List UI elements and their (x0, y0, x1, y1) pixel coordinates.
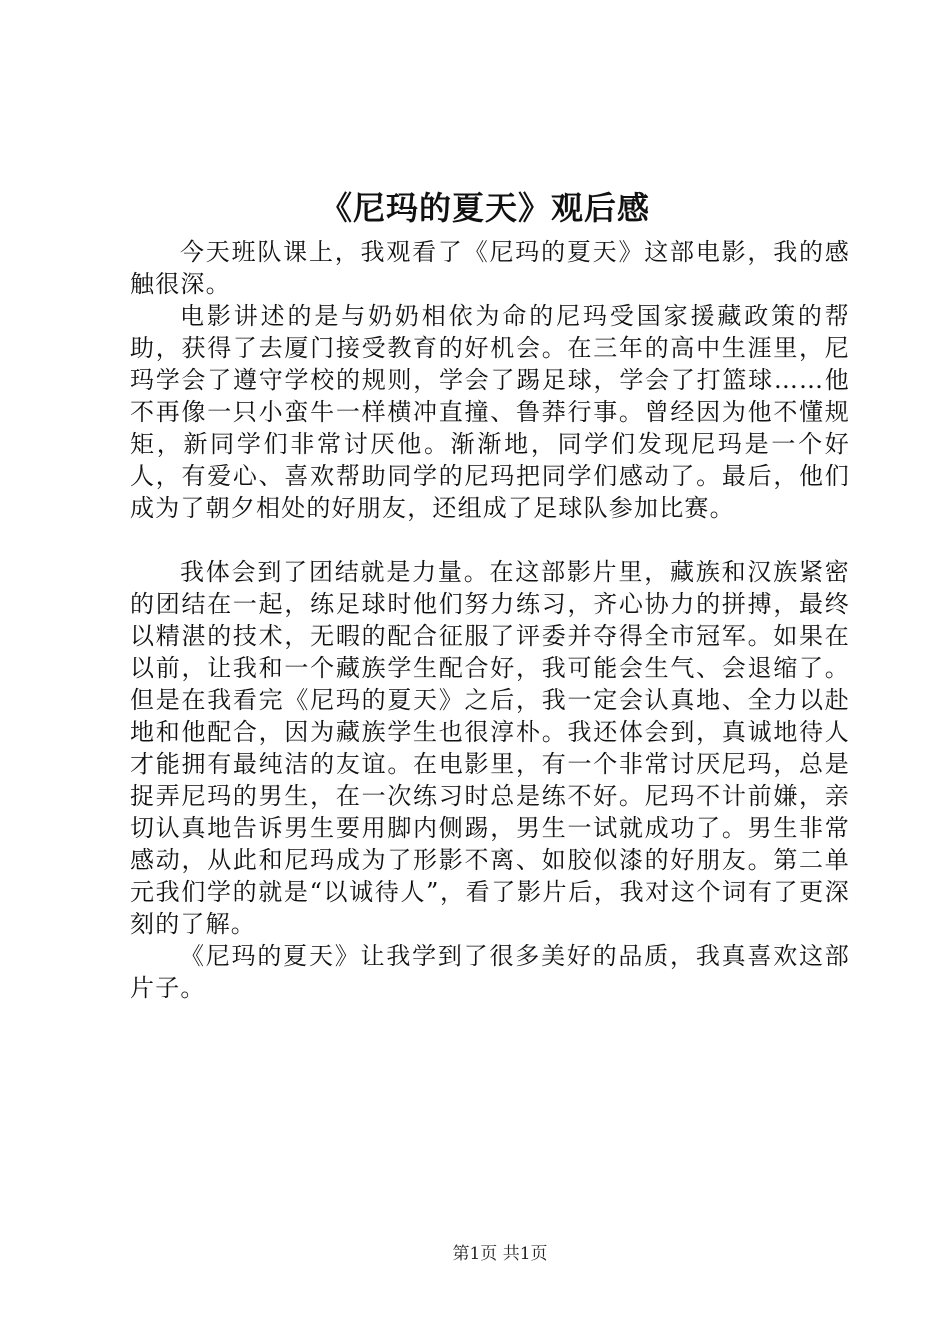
page-footer: 第1页 共1页 (452, 1244, 548, 1264)
paragraph-intro: 今天班队课上，我观看了《尼玛的夏天》这部电影，我的感触很深。 (130, 238, 850, 298)
document-body (130, 236, 850, 1004)
document-title: 《尼玛的夏天》观后感 (319, 189, 650, 227)
paragraph-reflection: 我体会到了团结就是力量。在这部影片里，藏族和汉族紧密的团结在一起，练足球时他们努力练习，齐心协力的拼搏，最终以精湛的技术，无暇的配合征服了评委并夺得全市冠军。如果在以前，让我和一个藏族学生配合好，我可能会生气、会退缩了。但是在我看完《尼玛的夏天》之后，我一定会认真地、全力以赴地和他配合，因为藏族学生也很淳朴。我还体会到，真诚地待人才能拥有最纯洁的友谊。在电影里，有一个非常讨厌尼玛，总是捉弄尼玛的男生，在一次练习时总是练不好。尼玛不计前嫌，亲切认真地告诉男生要用脚内侧踢，男生一试就成功了。男生非常感动，从此和尼玛成为了形影不离、如胶似漆的好朋友。第二单元我们学的就是“以诚待人”，看了影片后，我对这个词有了更深刻的了解。 (130, 558, 850, 938)
paragraph-conclusion: 《尼玛的夏天》让我学到了很多美好的品质，我真喜欢这部片子。 (130, 942, 850, 1002)
paragraph-plot: 电影讲述的是与奶奶相依为命的尼玛受国家援藏政策的帮助，获得了去厦门接受教育的好机会。在三年的高中生涯里，尼玛学会了遵守学校的规则，学会了踢足球，学会了打篮球……他不再像一只小蛮牛一样横冲直撞、鲁莽行事。曾经因为他不懂规矩，新同学们非常讨厌他。渐渐地，同学们发现尼玛是一个好人，有爱心、喜欢帮助同学的尼玛把同学们感动了。最后，他们成为了朝夕相处的好朋友，还组成了足球队参加比赛。 (130, 302, 850, 522)
